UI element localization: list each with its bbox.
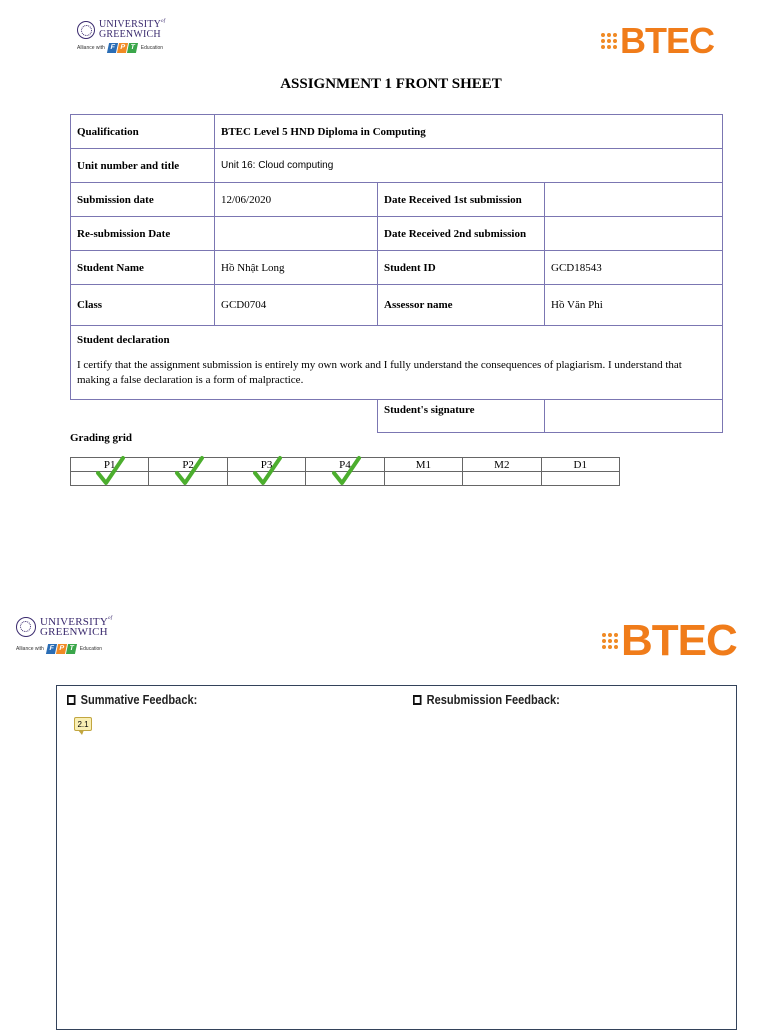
submission-date-value: 12/06/2020 xyxy=(215,183,378,217)
resubmission-date-label: Re-submission Date xyxy=(71,217,215,251)
student-name-label: Student Name xyxy=(71,251,215,285)
grade-code: P2 xyxy=(182,458,194,471)
fpt-letter-f: F xyxy=(46,644,57,654)
front-sheet-table xyxy=(70,114,723,433)
grade-code: D1 xyxy=(573,458,587,471)
submission-date-label: Submission date xyxy=(71,183,215,217)
grade-ticks xyxy=(70,455,620,491)
fpt-alliance xyxy=(77,43,165,53)
row-student-name xyxy=(71,251,723,285)
fpt-logo xyxy=(108,43,138,53)
grade-code: M1 xyxy=(415,458,432,471)
date-received-1-label: Date Received 1st submission xyxy=(378,183,545,217)
assessor-value: Hồ Văn Phi xyxy=(545,285,723,326)
unit-value: Unit 16: Cloud computing xyxy=(215,149,723,183)
summative-feedback-label: Summative Feedback: xyxy=(80,692,198,707)
fpt-letter-p: P xyxy=(56,644,67,654)
signature-value xyxy=(545,400,723,433)
checkbox-icon[interactable] xyxy=(413,695,422,705)
university-name-line1: UNIVERSITY xyxy=(40,616,108,628)
check-icon xyxy=(95,455,125,489)
university-logo-page2 xyxy=(16,617,112,654)
declaration-heading: Student declaration xyxy=(77,334,170,346)
page-title: ASSIGNMENT 1 FRONT SHEET xyxy=(280,76,502,92)
date-received-1-value xyxy=(545,183,723,217)
row-resubmission-date xyxy=(71,217,723,251)
assessor-label: Assessor name xyxy=(378,285,545,326)
btec-dots-icon xyxy=(601,33,617,49)
student-name-value: Hồ Nhật Long xyxy=(215,251,378,285)
student-id-value: GCD18543 xyxy=(545,251,723,285)
university-name-line2: GREENWICH xyxy=(40,626,108,639)
btec-logo-page2 xyxy=(602,616,737,666)
row-declaration xyxy=(71,326,723,400)
row-unit xyxy=(71,149,723,183)
btec-dots-icon xyxy=(602,633,618,649)
btec-wordmark: BTEC xyxy=(620,20,714,61)
qualification-value: BTEC Level 5 HND Diploma in Computing xyxy=(215,115,723,149)
class-value: GCD0704 xyxy=(215,285,378,326)
resubmission-feedback-label: Resubmission Feedback: xyxy=(426,692,560,707)
summative-feedback-heading xyxy=(67,692,197,707)
university-seal-icon xyxy=(77,21,95,39)
grade-code: P4 xyxy=(339,458,351,471)
check-icon xyxy=(252,455,282,489)
university-name-line1: UNIVERSITY xyxy=(99,19,161,30)
grade-code: P1 xyxy=(103,458,116,471)
btec-wordmark: BTEC xyxy=(621,616,737,665)
alliance-suffix: Education xyxy=(79,645,103,652)
fpt-letter-t: T xyxy=(127,43,138,53)
date-received-2-value xyxy=(545,217,723,251)
check-icon xyxy=(174,455,204,489)
fpt-letter-f: F xyxy=(107,43,118,53)
university-name-line2: GREENWICH xyxy=(99,28,161,40)
checkbox-icon[interactable] xyxy=(67,695,76,705)
alliance-prefix: Alliance with xyxy=(77,45,105,51)
class-label: Class xyxy=(71,285,215,326)
university-of: of xyxy=(108,616,113,621)
resubmission-date-value xyxy=(215,217,378,251)
declaration-text: I certify that the assignment submission is entirely my own work and I fully understand the consequences of plagiarism. I understand that making a false declaration is a form of malpractice. xyxy=(77,359,682,386)
date-received-2-label: Date Received 2nd submission xyxy=(378,217,545,251)
alliance-prefix: Alliance with xyxy=(16,645,44,652)
row-submission-date xyxy=(71,183,723,217)
fpt-letter-t: T xyxy=(66,644,77,654)
signature-spacer xyxy=(71,400,378,433)
university-seal-icon xyxy=(16,617,36,637)
comment-marker-icon[interactable]: 2.1 xyxy=(74,717,92,731)
row-class xyxy=(71,285,723,326)
fpt-letter-p: P xyxy=(117,43,128,53)
university-logo xyxy=(77,20,165,53)
fpt-logo xyxy=(47,644,77,654)
student-id-label: Student ID xyxy=(378,251,545,285)
row-qualification xyxy=(71,115,723,149)
declaration-cell xyxy=(71,326,723,400)
fpt-alliance xyxy=(16,644,112,654)
check-icon xyxy=(331,455,361,489)
btec-logo xyxy=(601,20,714,62)
unit-label: Unit number and title xyxy=(71,149,215,183)
signature-label: Student's signature xyxy=(378,400,545,433)
grade-code: P3 xyxy=(260,458,273,471)
grade-code: M2 xyxy=(494,458,510,471)
university-of: of xyxy=(161,19,166,24)
resubmission-feedback-heading xyxy=(413,692,560,707)
row-signature xyxy=(71,400,723,433)
alliance-suffix: Education xyxy=(140,45,164,51)
feedback-box xyxy=(56,685,737,1030)
qualification-label: Qualification xyxy=(71,115,215,149)
grading-grid-label: Grading grid xyxy=(70,432,133,444)
